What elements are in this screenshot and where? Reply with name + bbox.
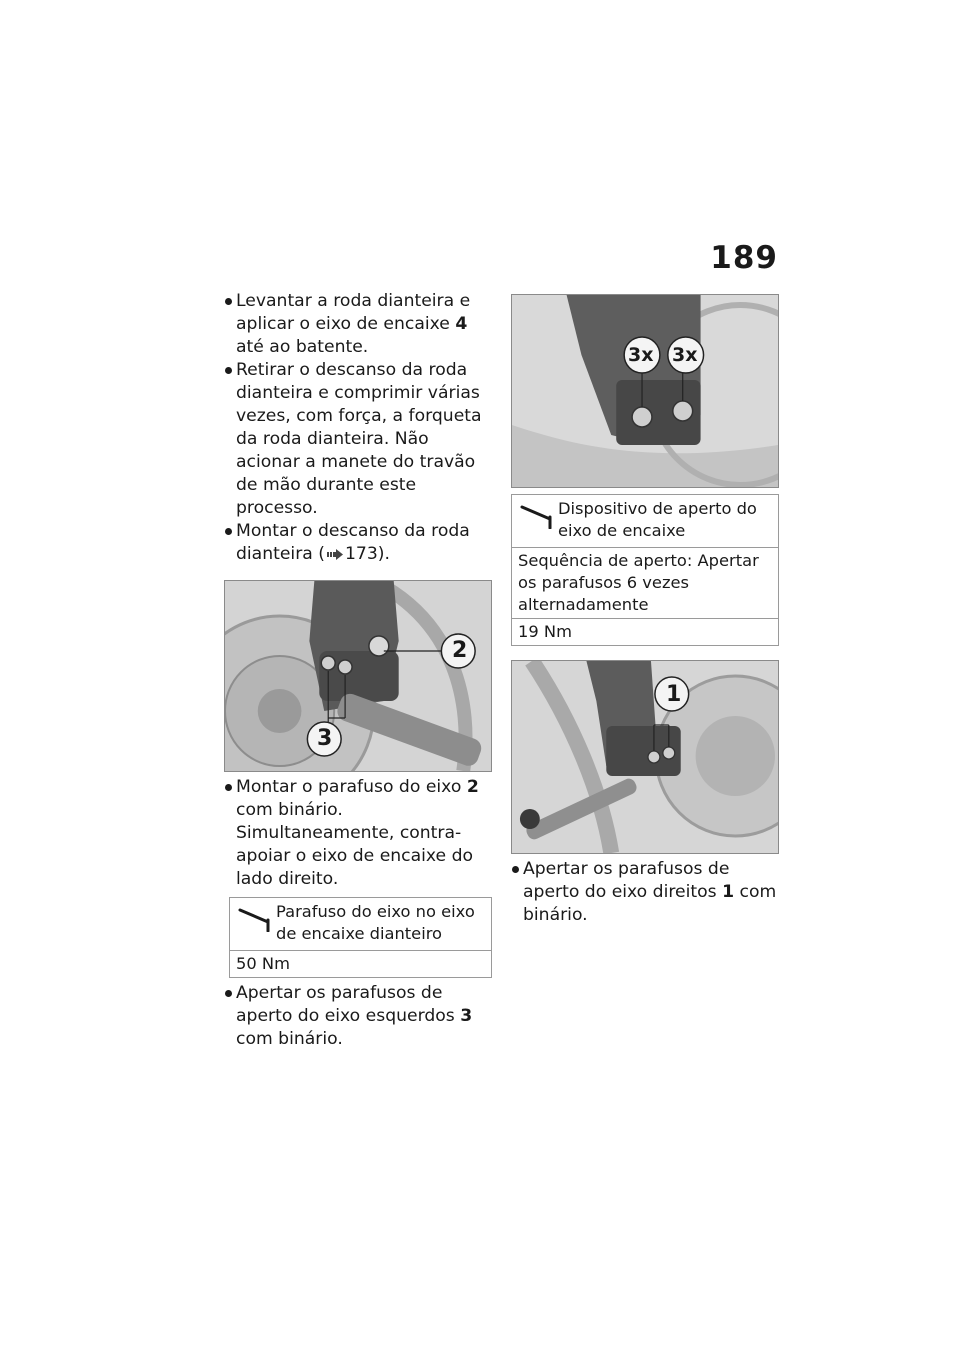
callout-label-3x-a: 3x	[628, 344, 654, 366]
step-list-right	[511, 858, 779, 927]
spec-value: 19 Nm	[518, 622, 572, 641]
callout-label-3x-b: 3x	[672, 344, 698, 366]
axle-left-illustration	[225, 581, 491, 771]
step-list-a	[224, 290, 492, 566]
left-column	[224, 290, 492, 1051]
step-list-c	[224, 982, 492, 1051]
figure-axle-bolts-left	[224, 580, 492, 772]
spec-note: Sequência de aperto: Apertar os parafusos 6 vezes alternadamente	[512, 548, 778, 619]
spec-header	[230, 898, 491, 951]
figure-clamp-bolts	[511, 294, 779, 488]
list-item: Retirar o descanso da roda dianteira e comprimir várias vezes, com força, a forqueta da roda dianteira. Não acionar a manete do travão de mão durante este processo.	[224, 359, 492, 520]
callout-label-3: 3	[317, 726, 333, 751]
torque-spec-table	[229, 897, 492, 978]
spec-title: Dispositivo de aperto do eixo de encaixe	[558, 499, 757, 540]
page-number: 189	[710, 240, 778, 276]
list-item: Apertar os parafusos de aperto do eixo esquerdos 3 com binário.	[224, 982, 492, 1051]
right-column	[511, 294, 779, 927]
spec-title: Parafuso do eixo no eixo de encaixe dianteiro	[276, 902, 475, 943]
spec-value: 50 Nm	[236, 954, 290, 973]
figure-right-bolts	[511, 660, 779, 854]
callout-label-1: 1	[666, 682, 682, 707]
spec-header	[512, 495, 778, 548]
list-item: Levantar a roda dianteira e aplicar o eixo de encaixe 4 até ao batente.	[224, 290, 492, 359]
right-bolts-illustration	[512, 661, 778, 853]
torque-wrench-icon	[238, 906, 272, 932]
clamp-bolts-illustration	[512, 295, 778, 487]
step-list-b	[224, 776, 492, 891]
torque-wrench-icon	[520, 503, 554, 529]
page-reference-arrow-icon	[327, 549, 343, 560]
clamp-spec-table	[511, 494, 779, 646]
list-item: Montar o descanso da roda dianteira ( 173).	[224, 520, 492, 566]
callout-label-2: 2	[452, 638, 468, 663]
list-item: Apertar os parafusos de aperto do eixo direitos 1 com binário.	[511, 858, 779, 927]
list-item: Montar o parafuso do eixo 2 com binário. Simultaneamente, contra-apoiar o eixo de encaixe do lado direito.	[224, 776, 492, 891]
